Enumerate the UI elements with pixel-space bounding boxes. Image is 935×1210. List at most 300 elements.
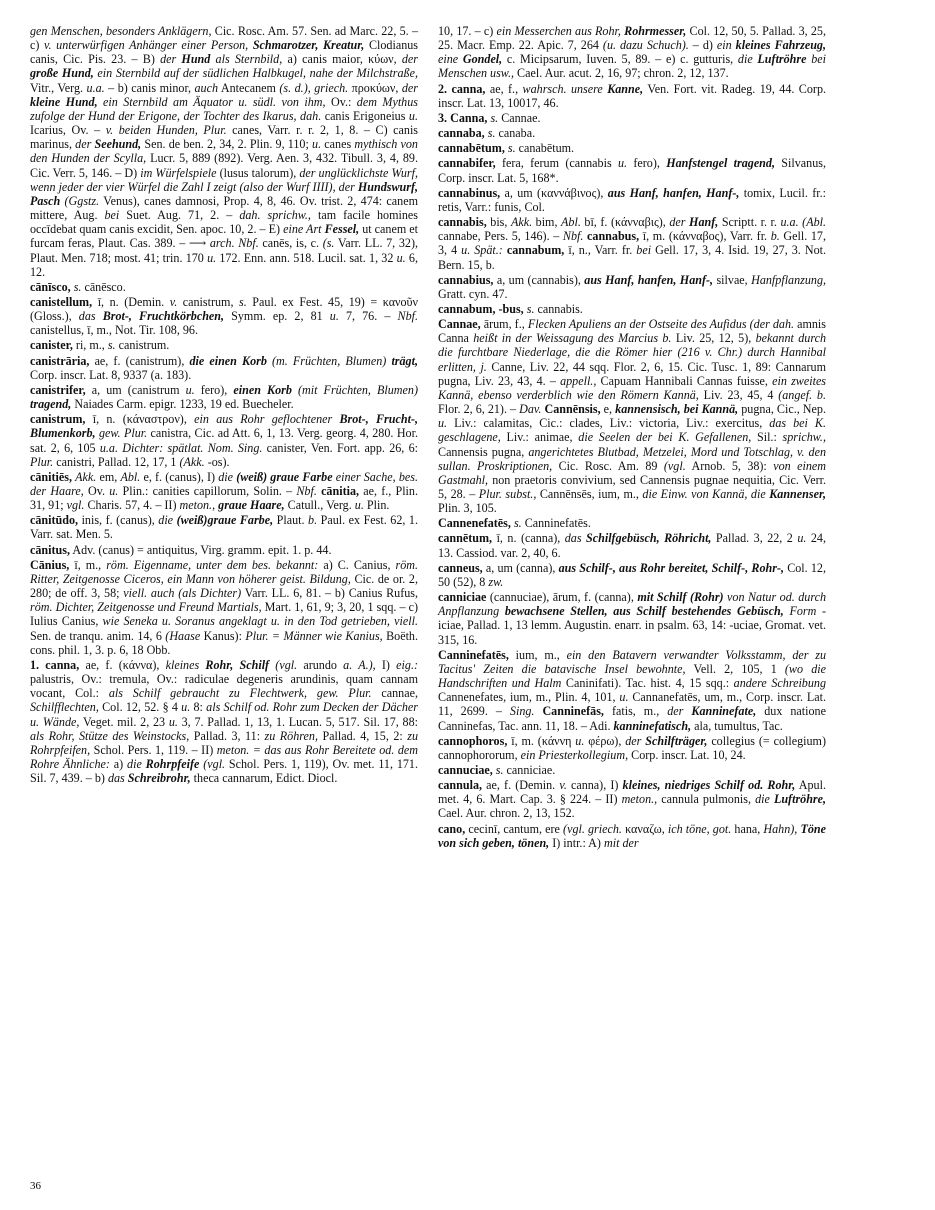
entry-text: Seehund, — [94, 137, 142, 152]
entry-text: Schilfträger, — [645, 733, 708, 748]
entry-text: Silvanus, Corp. inscr. Lat. 5, 168*. — [438, 156, 826, 185]
entry-text: 8: — [190, 700, 207, 715]
entry-text: gew. Plur. — [98, 426, 148, 441]
entry-text: (wo die Handschriften und Halm — [438, 661, 826, 691]
entry-text: u. Spät.: — [461, 243, 503, 258]
entry-text: ī, m. (κάνναβος), Varr. fr. — [639, 229, 771, 244]
dictionary-entry — [438, 82, 826, 110]
entry-text: u. — [207, 250, 217, 265]
entry-text: ein zweites Kannä, ebenso verderblich wie den Römern Kannä, — [438, 373, 827, 402]
entry-text: das — [107, 771, 125, 786]
entry-text: – b) canis minor, — [104, 80, 195, 95]
entry-text: u. — [185, 382, 195, 397]
entry-text: Luftröhre, — [773, 792, 827, 807]
entry-headword: canniciae — [438, 590, 487, 605]
entry-text: s. — [487, 126, 496, 141]
entry-text: mit Schilf (Rohr) — [637, 590, 724, 605]
entry-text: die — [158, 513, 174, 528]
entry-text: Cael. Aur. acut. 2, 16, 97; chron. 2, 12, 137. — [514, 66, 729, 81]
entry-text: viell. auch (als Dichter) — [123, 586, 242, 601]
entry-text: heißt in der Weissagung des Marcius b. — [473, 331, 672, 346]
dictionary-entry — [30, 470, 418, 512]
entry-text: zw. — [488, 574, 504, 589]
dictionary-entry — [438, 590, 826, 647]
entry-text: ī, n., Varr. fr. — [564, 243, 637, 258]
entry-text: Gell. 17, 3, 4. Isid. 19, 27, 3. Not. Bern. 15, b. — [438, 243, 826, 272]
entry-text: u.a. (Abl. — [780, 215, 827, 230]
entry-text: Plin.: canities capillorum, Solin. – — [118, 484, 297, 498]
entry-text: ī, m., — [69, 557, 107, 572]
entry-text: ein Sternbild auf der südlichen Halbkugel, nahe der Milchstraße, — [97, 66, 418, 81]
entry-headword: cano, — [438, 821, 466, 836]
entry-text: a, um (canna), — [482, 560, 559, 575]
entry-text: ein den Batavern verwandter Volksstamm, der zu Tacitus' Zeiten die batavische Insel bewohnte, — [438, 647, 826, 676]
entry-text: (s. — [322, 236, 335, 251]
entry-headword: canistrifer, — [30, 382, 86, 397]
entry-text: Hahn), — [763, 821, 798, 836]
entry-text: dem Mythus zufolge der Hund der Erigone, der Tochter des Ikarus, dah. — [30, 94, 418, 123]
entry-text: v. — [169, 294, 178, 309]
entry-text: von Natur od. durch Anpflanzung — [438, 590, 826, 619]
dictionary-entry — [30, 658, 418, 785]
entry-text: Clodianus canis, Cic. Pis. 23. – B) — [30, 38, 419, 67]
entry-text: die — [218, 469, 234, 484]
entry-text: das — [78, 309, 96, 324]
dictionary-entry — [438, 763, 826, 777]
entry-text: Catull., Verg. — [284, 498, 355, 513]
entry-text: große Hund, — [30, 66, 94, 81]
entry-text: zu Röhren, — [264, 728, 318, 743]
dictionary-entry — [438, 24, 826, 81]
entry-text: als Schilf gebraucht zu Flechtwerk, gew. Plur. — [108, 686, 372, 701]
entry-text: (vgl. — [275, 657, 298, 672]
entry-text: Canne, Liv. 22, 44 sqq. Flor. 2, 6, 15. Cic. Tusc. 1, 89: Cannarum pugna, Liv. 23, 43, 4. – — [438, 359, 826, 388]
dictionary-entry — [30, 543, 418, 557]
entry-text: ī, m. (κάννη — [507, 733, 576, 748]
entry-text: 6, 12. — [30, 250, 418, 279]
entry-text: Gondel, — [462, 52, 503, 67]
entry-text — [96, 309, 103, 323]
entry-text: Symm. ep. 2, 81 — [224, 309, 330, 324]
entry-text: die — [737, 52, 753, 67]
entry-text: Form — [789, 604, 817, 619]
entry-text: a) canis maior, κύων, — [282, 52, 402, 67]
entry-text: amnis Canna — [438, 317, 826, 346]
entry-text: (lusus talorum), — [216, 165, 300, 180]
entry-text: (s. d.), griech. — [279, 80, 349, 95]
entry-text: canēs, is, c. — [258, 236, 323, 251]
entry-text: Fessel, — [324, 222, 360, 237]
entry-text: v. — [559, 778, 567, 793]
entry-text: Vitr., Verg. — [30, 80, 87, 95]
dictionary-entry — [30, 295, 418, 337]
entry-text: Flecken Apuliens an der Ostseite des Aufidus (der dah. — [527, 317, 795, 332]
entry-text: Cic. de or. 2, 280; de off. 3, 58; — [30, 571, 418, 601]
dictionary-entry — [438, 141, 826, 155]
entry-headword: cānīsco, — [30, 279, 71, 294]
entry-headword: cannophoros, — [438, 733, 508, 748]
entry-text: Ven. Fort. vit. Radeg. 19, 44. Corp. inscr. Lat. 13, 10017, 46. — [438, 81, 827, 110]
entry-text: Caninifati). Tac. hist. 4, 15 sqq.: — [561, 676, 734, 691]
entry-text: wie Seneka u. Soranus angeklagt u. in den Tod getrieben, viell. — [102, 614, 418, 629]
entry-text: Antecanem — [218, 80, 280, 95]
entry-text: Corp. inscr. Lat. 8, 9337 (a. 183). — [30, 367, 192, 382]
entry-text: v. beiden Hunden, Plur. — [105, 123, 227, 138]
entry-text: b. — [770, 229, 780, 244]
entry-text: προκύων, — [348, 80, 402, 95]
entry-text: Rohr, Schilf — [205, 657, 270, 672]
entry-text: arundo — [297, 657, 344, 672]
entry-text: Kannenser, — [769, 487, 827, 501]
entry-text: Icarius, Ov. – — [30, 123, 106, 138]
entry-text: u. — [329, 309, 339, 324]
entry-text: vgl. — [66, 498, 85, 513]
entry-text: u. — [109, 484, 119, 498]
entry-text: fera, ferum (cannabis — [495, 156, 618, 171]
entry-text: Cannēnsēs, ium, m., — [536, 487, 643, 501]
entry-text: inis, f. (canus), — [78, 513, 159, 528]
entry-text: (angef. b. — [778, 387, 827, 402]
dictionary-entry — [438, 778, 826, 820]
entry-text: canes, Varr. r. r. 2, 1, 8. – C) canis marinus, — [30, 123, 419, 152]
entry-text: fero), — [627, 156, 667, 171]
entry-text: Arnob. 5, 38): — [685, 458, 774, 473]
entry-text: 24, 13. Cassiod. var. 2, 40, 6. — [438, 531, 826, 560]
entry-text: Cannensis pugna, — [438, 444, 529, 459]
entry-text: s. — [107, 338, 116, 353]
dictionary-entry — [30, 338, 418, 352]
entry-text: die Seelen der bei K. Gefallenen, — [578, 430, 752, 445]
entry-text: u. — [619, 690, 629, 705]
entry-text: Hundswurf, Pasch — [30, 179, 419, 208]
entry-text: andere Schreibung — [733, 676, 826, 691]
entry-text: Brot-, Frucht-, Blumenkorb, — [30, 412, 418, 441]
entry-text: Plin. 3, 105. — [438, 501, 497, 516]
entry-text: die Einw. von Kannä, die — [642, 487, 766, 501]
entry-text: bī, f. (κάνναβις), — [580, 215, 670, 230]
entry-text: u. — [354, 498, 364, 513]
entry-text: Akk. — [510, 215, 533, 230]
entry-text: pugna, Cic., Nep. — [738, 402, 826, 417]
entry-text: Capuam Hannibali Cannas fuisse, — [596, 373, 773, 388]
entry-headword: 2. canna, — [438, 81, 486, 96]
entry-text: Charis. 57, 4. – II) — [84, 498, 180, 513]
dictionary-entry — [438, 126, 826, 140]
entry-headword: 3. Canna, — [438, 110, 488, 125]
entry-text: a. A.), — [343, 657, 376, 672]
entry-text: Canninefatēs. — [521, 516, 591, 531]
entry-text: aus Schilf-, aus Rohr bereitet, Schilf-, Rohr-, — [558, 560, 784, 575]
entry-headword: cānitus, — [30, 542, 70, 557]
dictionary-entry — [438, 273, 826, 301]
entry-text: Corp. inscr. Lat. 10, 24. — [628, 747, 746, 762]
entry-text: Adv. (canus) = antiquitus, Virg. gramm. epit. 1. p. 44. — [69, 542, 332, 557]
entry-text: ae, f. (canistrum), — [89, 353, 190, 368]
entry-text: a, um (καννάβινος), — [500, 185, 608, 200]
entry-text: angerichtetes Blutbad, Metzelei, Mord und Totschlag, v. den sullan. Proskriptionen, — [438, 444, 827, 473]
entry-text: wahrsch. unsere — [522, 81, 603, 96]
entry-text: eig.: — [396, 657, 418, 672]
entry-text: collegius (= collegium) cannophororum, — [438, 733, 826, 762]
entry-text: Nbf. — [397, 309, 419, 324]
entry-text: dux natione Canninefas, Tac. ann. 11, 18. – Adi. — [438, 704, 826, 733]
entry-text: kannensisch, bei Kannä, — [615, 402, 739, 417]
entry-text: canna), I) — [566, 778, 623, 793]
entry-text: der — [625, 733, 642, 748]
dictionary-entry — [30, 24, 418, 279]
entry-text: Gratt. cyn. 47. — [438, 286, 508, 301]
entry-text: die — [755, 792, 770, 807]
dictionary-entry — [30, 513, 418, 541]
entry-text: Pallad. 3, 11: — [189, 728, 265, 743]
entry-text: Veget. mil. 2, 23 — [79, 714, 169, 729]
entry-text: Mart. 1, 61, 9; 3, 20, 1 sqq. – c) Iulius Canius, — [30, 600, 418, 629]
dictionary-page — [30, 24, 906, 1174]
entry-text: a, um (canistrum — [85, 382, 186, 397]
entry-text: Sen. de ben. 2, 34, 2. Plin. 9, 110; — [141, 137, 313, 152]
entry-text: Cannēnsis, — [544, 402, 601, 417]
dictionary-entry — [438, 648, 826, 733]
entry-text: kleines Fahrzeug, — [735, 38, 826, 53]
entry-text: canniciae. — [503, 762, 556, 777]
entry-text: s. — [239, 294, 247, 309]
entry-text: canaba. — [495, 126, 536, 141]
entry-text: sprichw., — [782, 430, 826, 445]
entry-text: -os). — [204, 454, 230, 469]
entry-text: s. — [526, 301, 535, 316]
entry-text: – d) — [688, 38, 717, 53]
entry-text: (weiß)graue Farbe, — [176, 513, 274, 528]
entry-headword: cannaba, — [438, 126, 485, 141]
entry-text: röm. Ritter, Zeitgenosse Ciceros, ein Mann von höherer geist. Bildung, — [30, 557, 418, 586]
entry-text: a) C. Canius, — [318, 557, 396, 572]
entry-text: Hanfstengel tragend, — [666, 156, 775, 171]
entry-text: der — [401, 52, 418, 67]
entry-text: das bei K. geschlagene, — [438, 416, 826, 445]
entry-text: Liv.: animae, — [500, 430, 579, 445]
dictionary-entry — [30, 354, 418, 382]
entry-text: von einem Gastmahl, — [438, 458, 826, 487]
entry-text: gen Menschen, besonders Anklägern, — [30, 24, 212, 38]
entry-text: meton., — [621, 792, 658, 807]
entry-text: u. — [181, 700, 191, 715]
entry-text: ich töne, got. — [667, 821, 732, 836]
entry-text: cānēsco. — [81, 279, 126, 294]
entry-text: s. — [513, 516, 522, 531]
entry-text: eine Art — [283, 222, 322, 237]
entry-text: cannula pulmonis, — [657, 792, 756, 807]
entry-text: (weiß) graue Farbe — [236, 469, 333, 484]
entry-text: Kanne, — [607, 81, 644, 96]
page-number: 36 — [30, 1180, 41, 1192]
entry-text: Cael. Aur. chron. 2, 13, 152. — [438, 806, 575, 821]
entry-headword: cannabētum, — [438, 141, 505, 156]
entry-text: Plur. subst., — [478, 487, 537, 501]
entry-text: ī, n. (κάναστρον), — [85, 412, 195, 427]
entry-text: eine — [438, 52, 459, 67]
entry-text: Ov. — [83, 484, 110, 498]
entry-text: (mit Früchten, Blumen) — [297, 382, 418, 397]
entry-text: trägt, — [391, 353, 418, 368]
dictionary-entry — [30, 412, 418, 469]
entry-text: v. unterwürfigen Anhänger einer Person, — [44, 38, 249, 53]
entry-text: Cannae. — [498, 110, 541, 125]
entry-text: Schmarotzer, Kreatur, — [252, 38, 365, 53]
entry-headword: Cānius, — [30, 557, 70, 572]
entry-text: Varr. LL. 6, 81. – b) Canius Rufus, — [241, 586, 419, 601]
entry-text: der — [160, 52, 177, 67]
entry-text: Cic. Rosc. Am. 89 — [552, 458, 664, 473]
entry-text: Col. 12, 50 (52), 8 — [438, 560, 826, 589]
entry-text: ī, n. (canna), — [492, 531, 565, 546]
dictionary-entry — [438, 531, 826, 559]
entry-text: s. — [495, 762, 504, 777]
entry-text: u. — [617, 156, 628, 171]
entry-text: als Rohr, Stütze des Weinstocks, — [30, 728, 190, 743]
entry-text: tomix, Lucil. fr.: retis, Varr.: funis, Col. — [438, 185, 826, 214]
entry-text: ī, n. (Demin. — [92, 294, 170, 309]
entry-text: Rohrmesser, — [624, 24, 687, 38]
entry-text: Paul. ex Fest. 45, 19) = κανοῦν (Gloss.), — [30, 294, 419, 324]
entry-headword: Cannenefatēs, — [438, 516, 511, 531]
entry-headword: canistrāria, — [30, 353, 90, 368]
entry-text: cecinī, cantum, ere — [465, 821, 564, 836]
entry-headword: cannuciae, — [438, 762, 493, 777]
entry-text: (u. dazu Schuch). — [602, 38, 689, 53]
entry-text: kanninefatisch, — [613, 718, 692, 733]
entry-text: der — [669, 215, 686, 230]
entry-text: (vgl. — [663, 458, 686, 473]
entry-text: canistrum, — [177, 294, 240, 309]
entry-text: a) — [109, 756, 128, 771]
entry-text: u.a. Dichter: spätlat. Nom. Sing. — [99, 440, 263, 455]
entry-text: tragend, — [30, 397, 72, 412]
entry-text: dah. sprichw., — [239, 208, 311, 223]
entry-text: cannabis. — [534, 301, 583, 316]
entry-text: em, — [96, 469, 121, 484]
entry-text: cannae, — [371, 686, 418, 701]
entry-text: (vgl. — [203, 756, 226, 771]
dictionary-entry — [30, 558, 418, 657]
entry-text: ein Priesterkollegium, — [520, 747, 629, 762]
entry-text: s. — [73, 279, 82, 294]
entry-text: Col. 12, 50, 5. Pallad. 3, 25, 25. Macr. Emp. 22. Apic. 7, 264 — [438, 24, 826, 53]
entry-text: appell., — [560, 373, 597, 388]
entry-text: als Sternbild, — [215, 52, 283, 67]
entry-text: Kanninefate, — [691, 704, 757, 719]
entry-text: Liv. 23, 45, 4 — [698, 387, 779, 402]
entry-text: mythisch von den Hunden der Scylla, — [30, 137, 418, 166]
entry-text: 3, 7. Pallad. 1, 13, 1. Lucan. 5, 517. Sil. 17, 88: — [177, 714, 418, 729]
entry-text: fatis, m., — [603, 704, 668, 719]
entry-text: Nbf. — [562, 229, 584, 244]
entry-headword: cannabum, -bus, — [438, 301, 524, 316]
entry-text: Pallad. 3, 22, 2 — [711, 531, 798, 546]
entry-text: Hund — [181, 52, 211, 67]
entry-text: e, — [600, 402, 616, 417]
entry-headword: cannabis, — [438, 215, 487, 230]
entry-headword: canistellum, — [30, 294, 93, 309]
entry-text: im Würfelspiele — [140, 165, 217, 180]
entry-text: (m. Früchten, Blumen) — [272, 353, 387, 368]
entry-text: ae, f. (Demin. — [482, 778, 560, 793]
entry-text: canes — [321, 137, 355, 152]
entry-text: canistri, Pallad. 12, 17, 1 — [53, 454, 180, 469]
entry-text: ut canem et furcam feras, Plaut. Cas. 389. – ⟶ — [30, 222, 418, 251]
entry-headword: Cannae, — [438, 317, 481, 332]
entry-text: arch. Nbf. — [209, 236, 259, 251]
entry-text: Nbf. — [296, 484, 317, 498]
entry-text: ein Messerchen aus Rohr, — [496, 24, 621, 38]
entry-text: e, f. (canus), I) — [140, 469, 219, 484]
entry-text: Schol. Pers. 1, 119), Ov. met. 11, 171. Sil. 7, 439. – b) — [30, 756, 418, 786]
entry-text: röm. Dichter, Zeitgenosse und Freund Martials, — [30, 600, 262, 615]
entry-text: Liv. 25, 12, 5), — [671, 331, 756, 346]
entry-text: Abl. — [561, 215, 581, 230]
entry-headword: canistrum, — [30, 412, 86, 427]
entry-text: kleines, niedriges Schilf od. Rohr, — [622, 778, 796, 793]
entry-text: einer Sache, bes. der Haare, — [30, 469, 418, 498]
dictionary-entry — [438, 734, 826, 762]
entry-text: Suet. Aug. 71, 2. – — [119, 208, 240, 223]
entry-text: silvae, — [713, 272, 752, 287]
entry-text: Venus), canes damnosi, Prop. 4, 8, 46. Ov. trist. 2, 474: canem mittere, Aug. — [30, 193, 418, 223]
entry-text: canabētum. — [515, 141, 575, 156]
entry-text: 10, 17. – c) — [438, 24, 497, 38]
entry-text: ae, f. (κάννα), — [79, 657, 166, 672]
entry-text: bei — [636, 243, 652, 258]
entry-text: röm. Eigenname, unter dem bes. bekannt: — [106, 557, 319, 572]
left-column — [30, 24, 418, 785]
entry-text: meton., — [179, 498, 216, 513]
entry-text: das — [564, 531, 582, 546]
entry-headword: canneus, — [438, 560, 483, 575]
entry-headword: cānitiēs, — [30, 469, 72, 484]
entry-text: graue Haare, — [218, 498, 285, 513]
entry-text: bei — [104, 208, 120, 223]
entry-text: Plur. — [30, 454, 54, 469]
entry-text: die — [127, 756, 142, 771]
entry-text: u. — [438, 416, 448, 431]
entry-text: Boëth. cons. phil. 1, 3. p. 6, 18 Obb. — [30, 628, 419, 657]
entry-text: bei Menschen usw., — [438, 52, 826, 81]
entry-text: canister, Ven. Fort. app. 26, 6: — [262, 440, 418, 455]
entry-text: (Haase — [165, 628, 201, 643]
entry-text: non praetoris convivium, sed Cannensis pugnae nequitia, Cic. Verr. 5, 28. – — [438, 472, 826, 501]
entry-text: s. — [490, 110, 499, 125]
entry-headword: canister, — [30, 338, 73, 353]
entry-text: Varr. LL. 7, 32), Plaut. Men. 718; most. 41; trin. 170 — [30, 236, 418, 265]
dictionary-entry — [438, 156, 826, 184]
entry-text: mit der — [603, 835, 639, 850]
entry-text: καναζω, — [621, 821, 668, 836]
entry-text: canistellus, ī, m., Not. Tir. 108, 96. — [30, 323, 198, 338]
entry-text: ārum, f., — [480, 317, 528, 332]
entry-headword: 1. canna, — [30, 657, 80, 672]
entry-text: ri, m., — [72, 338, 108, 353]
entry-text: die einen Korb — [189, 353, 267, 368]
entry-text: zu Rohrpfeifen, — [30, 728, 419, 757]
entry-text: Sil.: — [751, 430, 783, 445]
entry-text: tam facile homines occīdebat quam canis excidit, Sen. apoc. 10, 2. – E) — [30, 208, 418, 237]
entry-text: ae, f., Plin. 31, 91; — [30, 484, 418, 513]
entry-text: ala, tumultus, Tac. — [691, 718, 783, 733]
dictionary-entry — [438, 822, 826, 850]
entry-text: a, um (cannabis), — [493, 272, 585, 287]
entry-text: theca cannarum, Edict. Diocl. — [190, 771, 338, 786]
entry-text: Paul. ex Fest. 62, 1. Varr. sat. Men. 5. — [30, 513, 418, 542]
entry-text: Plaut. — [273, 513, 309, 528]
